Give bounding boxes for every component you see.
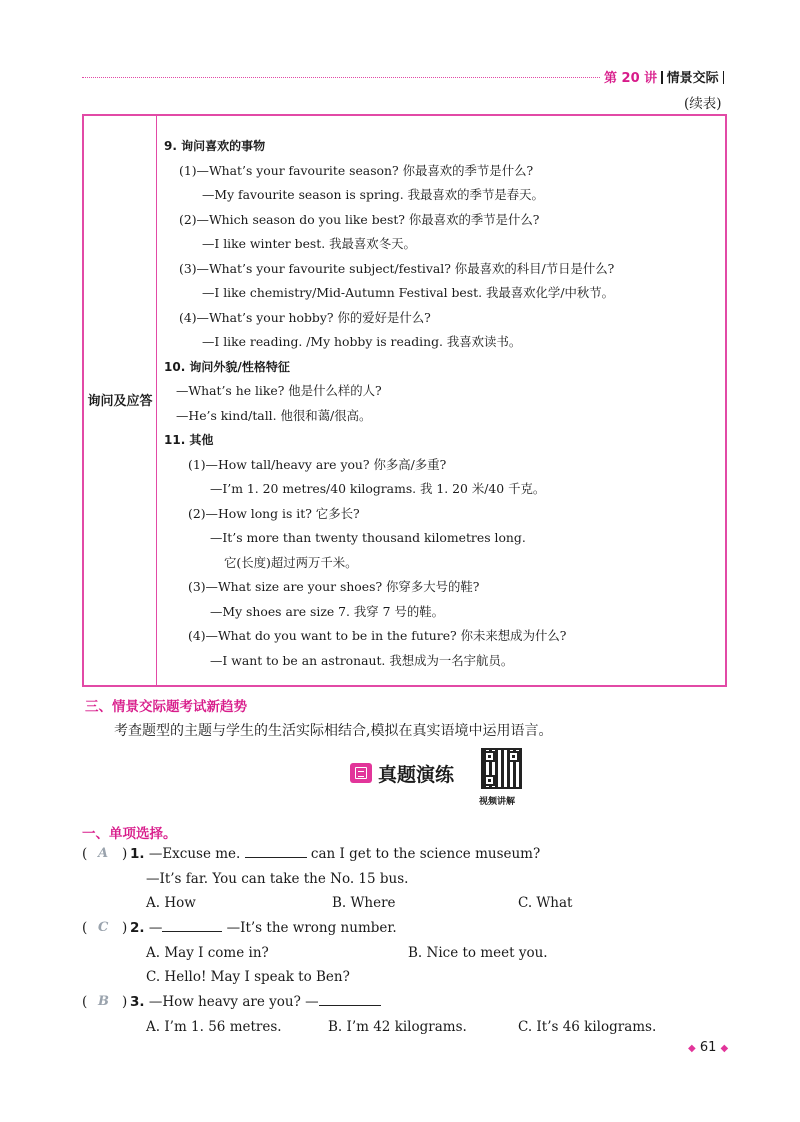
answer-paren-close: ) (122, 994, 128, 1010)
stem-text: —Excuse me. (148, 846, 245, 862)
answer-mark: C (98, 920, 109, 935)
answer-paren-close: ) (122, 920, 128, 936)
table-line: —I want to be an astronaut. 我想成为一名宇航员。 (210, 652, 514, 668)
option-a[interactable]: A. How (146, 895, 196, 911)
table-line: (2)—Which season do you like best? 你最喜欢的季节是什么? (179, 211, 540, 227)
option-b[interactable]: B. Nice to meet you. (408, 945, 548, 961)
question-number: 1. (130, 846, 145, 862)
table-line: —I like chemistry/Mid-Autumn Festival best. 我最喜欢化学/中秋节。 (202, 285, 615, 300)
qr-finder-bl (484, 775, 495, 786)
answer-paren-open: ( (82, 846, 88, 862)
table-line: —My favourite season is spring. 我最喜欢的季节是春天。 (202, 187, 544, 202)
lesson-topic: 情景交际 (666, 71, 719, 86)
table-line: —I’m 1. 20 metres/40 kilograms. 我 1. 20 米/40 千克。 (210, 481, 546, 496)
option-b[interactable]: B. I’m 42 kilograms. (328, 1019, 467, 1035)
answer-blank[interactable] (162, 920, 222, 932)
table-line: —What’s he like? 他是什么样的人? (176, 383, 382, 398)
table-line: (1)—What’s your favourite season? 你最喜欢的季节是什么? (179, 162, 534, 178)
qr-finder-tl (484, 751, 495, 762)
option-c[interactable]: C. Hello! May I speak to Ben? (146, 969, 350, 985)
table-column-divider (156, 116, 157, 685)
table-line: —I like reading. /My hobby is reading. 我喜欢读书。 (202, 334, 522, 349)
question-number: 3. (130, 994, 145, 1010)
qr-finder-tr (508, 751, 519, 762)
answer-blank[interactable] (245, 846, 307, 858)
table-line: (3)—What size are your shoes? 你穿多大号的鞋? (188, 579, 480, 594)
option-c[interactable]: C. What (518, 895, 573, 911)
stem-text: —How heavy are you? — (148, 994, 319, 1010)
lesson-number: 第 20 讲 (604, 71, 658, 86)
table-line: 它(长度)超过两万千米。 (224, 554, 358, 570)
section-heading-trends: 三、情景交际题考试新趋势 (85, 699, 247, 715)
banner-title: 真题演练 (378, 764, 455, 786)
table-topic-heading: 9. 询问喜欢的事物 (164, 139, 266, 153)
header-rule (82, 77, 600, 78)
table-line: —My shoes are size 7. 我穿 7 号的鞋。 (210, 603, 445, 619)
exercise-book-icon (350, 763, 372, 783)
table-line: (2)—How long is it? 它多长? (188, 505, 360, 521)
page-number-text: 61 (699, 1040, 717, 1055)
table-line: (4)—What’s your hobby? 你的爱好是什么? (179, 309, 431, 325)
question-stem (130, 846, 540, 862)
section-heading-choice: 一、单项选择。 (82, 826, 177, 842)
answer-paren-open: ( (82, 920, 88, 936)
question-stem (130, 994, 381, 1010)
answer-blank[interactable] (319, 994, 381, 1006)
question-stem (130, 920, 397, 936)
table-line: (3)—What’s your favourite subject/festival? 你最喜欢的科目/节日是什么? (179, 260, 615, 276)
stem-text: — (148, 920, 163, 936)
answer-paren-close: ) (122, 846, 128, 862)
table-line: —I like winter best. 我最喜欢冬天。 (202, 236, 416, 251)
answer-mark: A (98, 846, 109, 861)
page-dot-icon: ◆ (720, 1043, 729, 1054)
answer-mark: B (98, 994, 109, 1009)
page-number (688, 1040, 728, 1055)
continued-label: (续表) (684, 96, 722, 112)
qr-code-icon[interactable] (481, 748, 522, 789)
stem-text: —It’s the wrong number. (222, 920, 397, 936)
table-line: (1)—How tall/heavy are you? 你多高/多重? (188, 456, 447, 472)
section-paragraph: 考查题型的主题与学生的生活实际相结合,模拟在真实语境中运用语言。 (114, 723, 553, 739)
question-number: 2. (130, 920, 145, 936)
qr-label: 视频讲解 (479, 797, 516, 807)
option-a[interactable]: A. I’m 1. 56 metres. (146, 1019, 282, 1035)
table-line: (4)—What do you want to be in the future? 你未来想成为什么? (188, 628, 567, 643)
running-header (604, 67, 728, 86)
header-divider (661, 71, 663, 84)
stem-text: can I get to the science museum? (306, 846, 541, 862)
table-line: —It’s more than twenty thousand kilometres long. (210, 530, 526, 545)
header-divider-end (723, 71, 725, 84)
table-row-header: 询问及应答 (87, 394, 153, 409)
answer-paren-open: ( (82, 994, 88, 1010)
page-dot-icon: ◆ (688, 1043, 696, 1054)
question-stem-line2: —It’s far. You can take the No. 15 bus. (146, 871, 409, 887)
table-topic-heading: 11. 其他 (164, 433, 214, 447)
table-topic-heading: 10. 询问外貌/性格特征 (164, 359, 290, 374)
option-b[interactable]: B. Where (332, 895, 396, 911)
option-a[interactable]: A. May I come in? (146, 945, 269, 961)
option-c[interactable]: C. It’s 46 kilograms. (518, 1019, 657, 1035)
phrase-table (82, 114, 727, 687)
table-line: —He’s kind/tall. 他很和蔼/很高。 (176, 407, 372, 423)
